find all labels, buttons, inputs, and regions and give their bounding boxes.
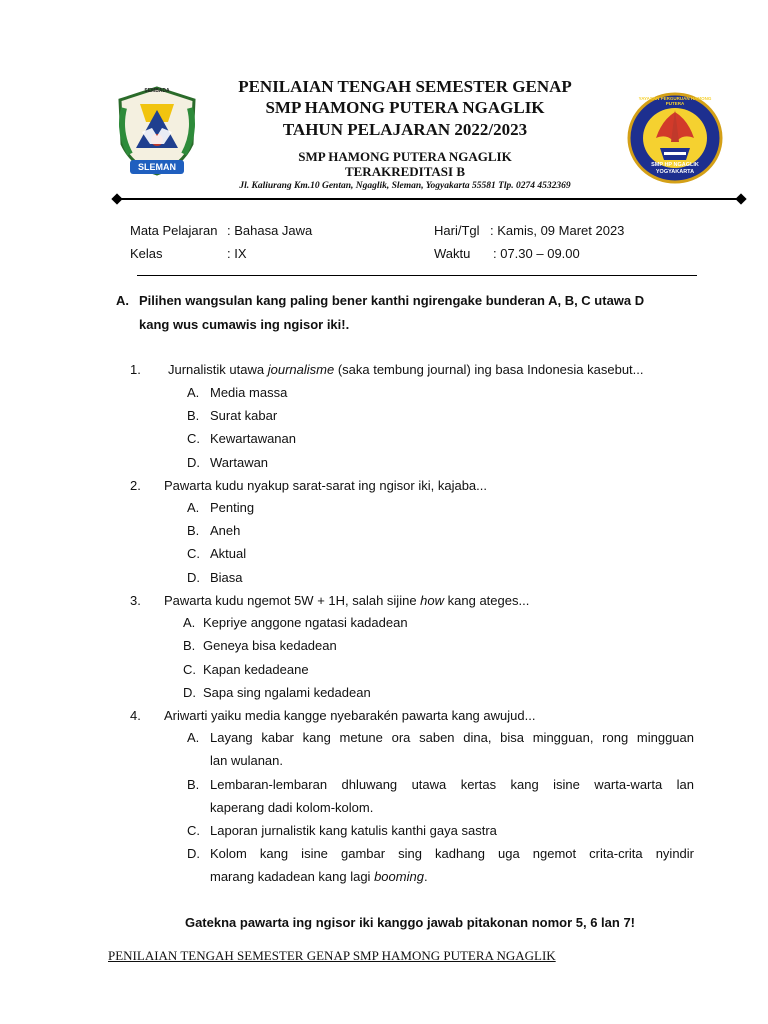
option-text-line: Lembaran-lembaran dhluwang utawa kertas kang isine warta-warta lan [210,777,694,792]
title-line-2: SMP HAMONG PUTERA NGAGLIK [265,98,545,117]
divider-left-ornament [111,193,122,204]
school-address: Jl. Kaliurang Km.10 Gentan, Ngaglik, Sleman, Yogyakarta 55581 Tlp. 0274 4532369 [239,181,571,191]
hamong-putera-logo [626,90,724,186]
question-1-text: Jurnalistik utawa journalisme (saka tembung journal) ing basa Indonesia kasebut... [168,362,644,377]
option-text: Kewartawanan [210,431,296,446]
question-number: 2. [130,478,141,493]
time-value: : 07.30 – 09.00 [493,246,580,261]
option-text: Laporan jurnalistik kang katulis kanthi gaya sastra [210,823,497,838]
option-text: Kapan kedadeane [203,662,309,677]
option-letter: A. [183,615,196,630]
option-text: Aktual [210,546,247,561]
question-number: 1. [130,362,141,377]
section-letter: A. [116,293,129,308]
accreditation: TERAKREDITASI B [344,164,466,179]
option-letter: A. [187,730,200,745]
instruction-note: Gatekna pawarta ing ngisor iki kanggo jawab pitakonan nomor 5, 6 lan 7! [184,915,636,930]
option-text: Media massa [210,385,288,400]
class-value: : IX [227,246,247,261]
subject-label: Mata Pelajaran [130,223,218,238]
option-letter: B. [187,777,200,792]
option-letter: B. [187,523,200,538]
option-text-line: marang kadadean kang lagi booming. [210,869,428,884]
subject-value: : Bahasa Jawa [227,223,313,238]
option-letter: D. [187,570,200,585]
option-letter: C. [187,823,200,838]
option-letter: C. [187,431,200,446]
option-letter: D. [187,846,200,861]
page-footer: PENILAIAN TENGAH SEMESTER GENAP SMP HAMONG PUTERA NGAGLIK [108,948,556,963]
question-number: 4. [130,708,141,723]
option-text: Kepriye anggone ngatasi kadadean [203,615,408,630]
divider-right-ornament [735,193,746,204]
sleman-logo-label: SLEMAN [138,162,176,172]
section-instruction-line-2: kang wus cumawis ing ngisor iki!. [139,317,350,332]
option-letter: D. [183,685,196,700]
option-text: Biasa [210,570,243,585]
option-letter: C. [187,546,200,561]
time-label: Waktu [434,246,471,261]
option-letter: B. [187,408,200,423]
section-instruction-line-1: Pilihen wangsulan kang paling bener kanthi ngirengake bunderan A, B, C utawa D [139,293,645,308]
sleman-logo-top-label: SEMBADA [144,88,170,94]
option-text-line: kaperang dadi kolom-kolom. [210,800,374,815]
option-text-line: lan wulanan. [210,753,283,768]
header-divider [116,198,742,200]
question-3-text: Pawarta kudu ngemot 5W + 1H, salah sijine how kang ateges... [164,593,530,608]
option-text: Aneh [210,523,241,538]
date-label: Hari/Tgl [434,223,480,238]
hamong-logo-top-label: YAYASAN PERGURUAN HAMONG PUTERA [638,96,712,106]
option-letter: C. [183,662,196,677]
hamong-logo-bottom-label-1: SMP HP NGAGLIK [651,162,699,168]
option-text: Penting [210,500,255,515]
option-letter: A. [187,500,200,515]
option-text-line: Layang kabar kang metune ora saben dina, bisa mingguan, rong mingguan [210,730,694,745]
option-text-line: Kolom kang isine gambar sing kadhang uga ngemot crita-crita nyindir [210,846,694,861]
question-number: 3. [130,593,141,608]
option-letter: D. [187,455,200,470]
option-letter: A. [187,385,200,400]
question-2-text: Pawarta kudu nyakup sarat-sarat ing ngisor iki, kajaba... [164,478,488,493]
info-divider [137,275,697,276]
hamong-logo-bottom-label-2: YOGYAKARTA [655,169,695,175]
option-text: Wartawan [210,455,269,470]
option-text: Geneya bisa kedadean [203,638,337,653]
title-line-1: PENILAIAN TENGAH SEMESTER GENAP [238,77,572,96]
date-value: : Kamis, 09 Maret 2023 [490,223,625,238]
school-name: SMP HAMONG PUTERA NGAGLIK [298,149,512,164]
option-text: Surat kabar [210,408,278,423]
option-letter: B. [183,638,196,653]
title-line-3: TAHUN PELAJARAN 2022/2023 [282,120,528,139]
question-4-text: Ariwarti yaiku media kangge nyebarakén pawarta kang awujud... [164,708,536,723]
class-label: Kelas [130,246,163,261]
option-text: Sapa sing ngalami kedadean [203,685,371,700]
